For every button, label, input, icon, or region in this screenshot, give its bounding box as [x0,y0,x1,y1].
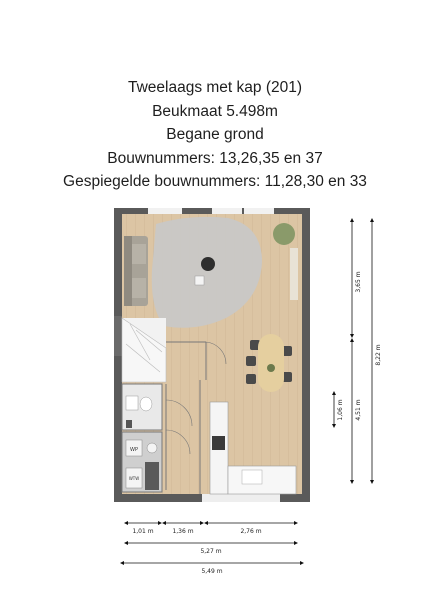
plant-icon [273,223,295,245]
vertical-dimensions [334,220,382,482]
heading-line-type: Tweelaags met kap (201) [127,79,303,96]
heading-line-floor: Begane grond [166,126,264,143]
heading-line-mirrored: Gespiegelde bouwnummers: 11,28,30 en 33 [63,173,367,190]
heading-line-numbers: Bouwnummers: 13,26,35 en 37 [107,149,323,167]
coffee-table [201,257,215,271]
dim-4-51: 4,51 m [355,399,362,421]
dim-2-76: 2,76 m [240,528,262,535]
dim-8-22: 8,22 m [375,344,382,366]
dim-1-36: 1,36 m [172,528,194,535]
dim-1-06: 1,06 m [337,399,344,421]
horizontal-dimensions [122,523,302,575]
wp-label: WP [130,447,138,453]
dim-5-49: 5,49 m [201,568,223,575]
dim-3-65: 3,65 m [355,271,362,293]
dim-5-27: 5,27 m [200,548,222,555]
staircase [122,318,166,382]
wtw-label: WTW [128,476,140,481]
side-table [195,276,204,285]
sofa [124,236,148,306]
tv-cabinet [290,248,298,300]
dim-1-01: 1,01 m [132,528,154,535]
heading-line-width: Beukmaat 5.498m [152,102,278,120]
